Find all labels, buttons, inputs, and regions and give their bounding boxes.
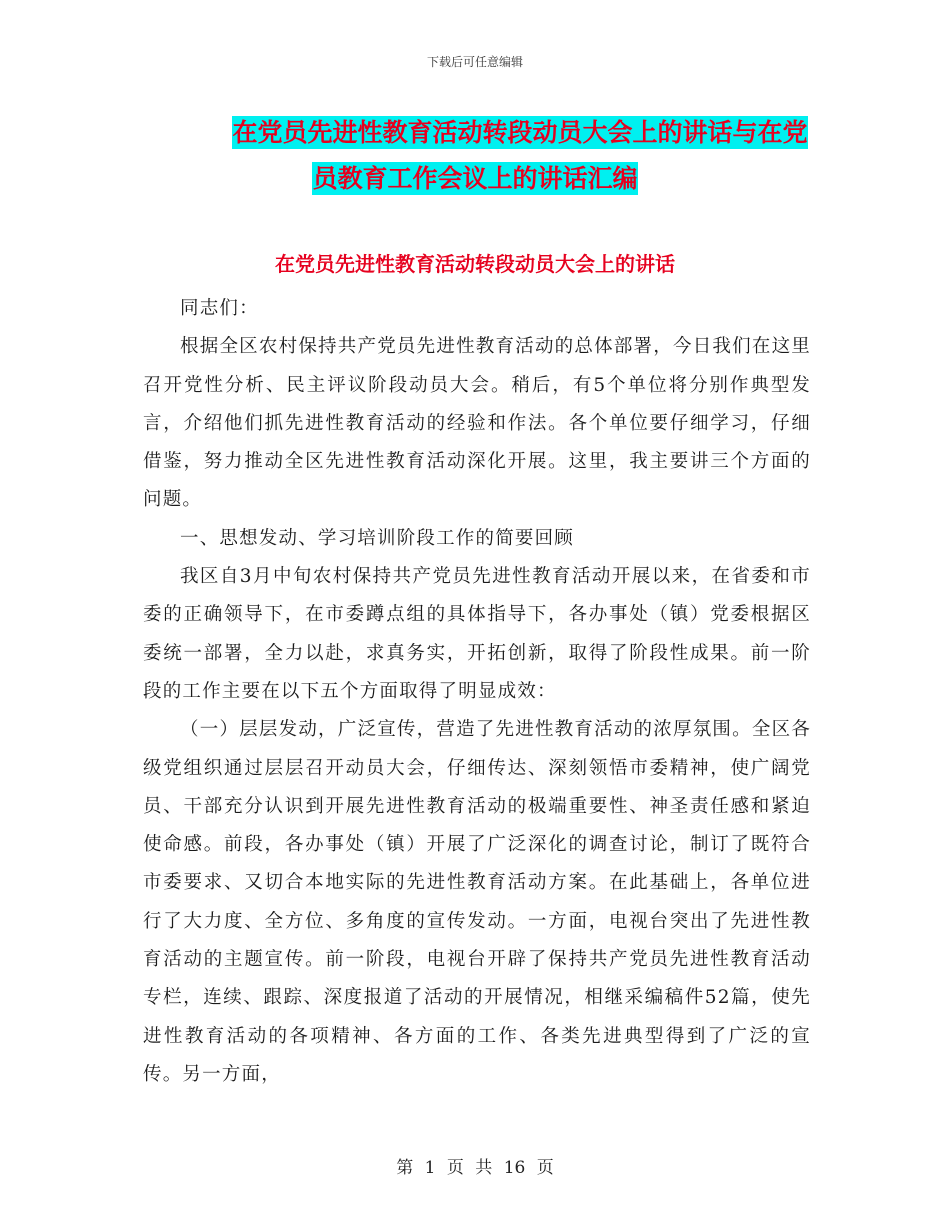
section-title: 在党员先进性教育活动转段动员大会上的讲话: [275, 252, 675, 276]
paragraph-greeting: 同志们：: [180, 298, 259, 319]
page-number: 第 1 页 共 16 页: [396, 1158, 554, 1178]
paragraph: 我区自3月中旬农村保持共产党员先进性教育活动开展以来，在省委和市委的正确领导下，在市委蹲点组的具体指导下，各办事处（镇）党委根据区委统一部署，全力以赴，求真务实，开拓创新，取得了阶段性成果。前一阶段的工作主要在以下五个方面取得了明显成效：: [143, 566, 811, 702]
section-heading: 一、思想发动、学习培训阶段工作的简要回顾: [180, 527, 575, 549]
title-line-2: 员教育工作会议上的讲话汇编: [312, 164, 638, 193]
header-note: 下载后可任意编辑: [426, 55, 523, 69]
document-title: [0, 110, 950, 202]
paragraph: 根据全区农村保持共产党员先进性教育活动的总体部署，今日我们在这里召开党性分析、民主评议阶段动员大会。稍后，有5个单位将分别作典型发言，介绍他们抓先进性教育活动的经验和作法。各个单位要仔细学习，仔细借鉴，努力推动全区先进性教育活动深化开展。这里，我主要讲三个方面的问题。: [143, 336, 811, 511]
paragraph: （一）层层发动，广泛宣传，营造了先进性教育活动的浓厚氛围。全区各级党组织通过层层召开动员大会，仔细传达、深刻领悟市委精神，使广阔党员、干部充分认识到开展先进性教育活动的极端重要性、神圣责任感和紧迫使命感。前段，各办事处（镇）开展了广泛深化的调查讨论，制订了既符合市委要求、又切合本地实际的先进性教育活动方案。在此基础上，各单位进行了大力度、全方位、多角度的宣传发动。一方面，电视台突出了先进性教育活动的主题宣传。前一阶段，电视台开辟了保持共产党员先进性教育活动专栏，连续、跟踪、深度报道了活动的开展情况，相继采编稿件52篇，使先进性教育活动的各项精神、各方面的工作、各类先进典型得到了广泛的宣传。另一方面，: [143, 719, 811, 1085]
title-line-1: 在党员先进性教育活动转段动员大会上的讲话与在党: [232, 118, 808, 147]
document-body: [143, 290, 811, 1094]
